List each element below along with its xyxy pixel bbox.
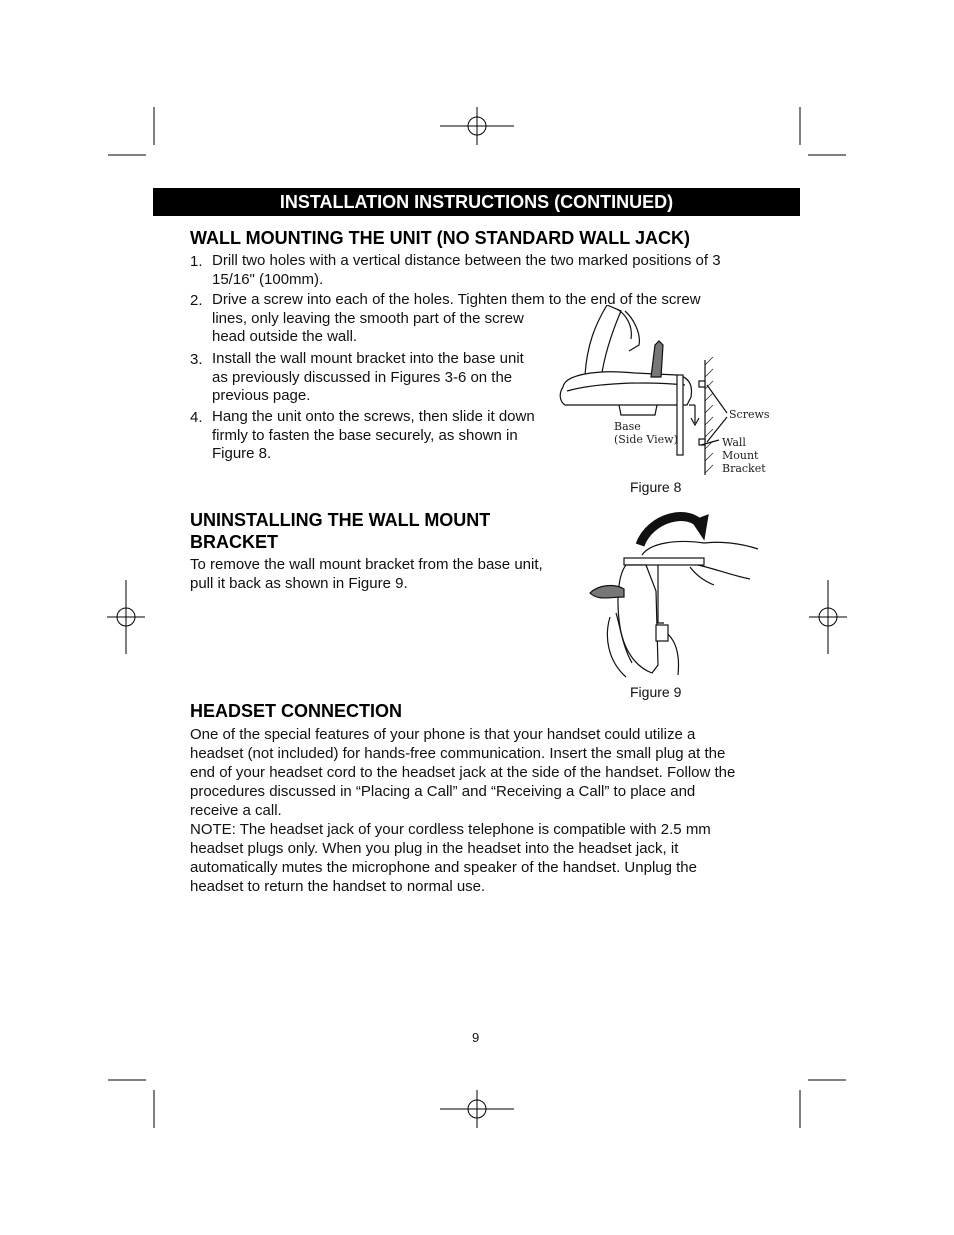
base-side-view-label bbox=[614, 420, 678, 446]
step-number: 2. bbox=[190, 292, 203, 309]
step-3 bbox=[212, 350, 557, 406]
heading-line: BRACKET bbox=[190, 532, 278, 552]
step-line: Install the wall mount bracket into the base unit bbox=[212, 350, 524, 367]
figure-8-caption: Figure 8 bbox=[630, 479, 682, 495]
page-number: 9 bbox=[472, 1030, 480, 1045]
step-number: 1. bbox=[190, 253, 203, 270]
screws-label: Screws bbox=[729, 408, 770, 421]
body-line: One of the special features of your phone is that your handset could utilize a bbox=[190, 726, 696, 743]
step-number: 3. bbox=[190, 351, 203, 368]
body-line: end of your headset cord to the headset jack at the side of the handset. Follow the bbox=[190, 764, 736, 781]
step-line: 15/16" (100mm). bbox=[212, 270, 324, 288]
body-line: headset to return the handset to normal use. bbox=[190, 878, 486, 895]
headset-paragraph-1 bbox=[190, 725, 770, 820]
step-line: as previously discussed in Figures 3-6 on the bbox=[212, 368, 513, 386]
body-line: procedures discussed in “Placing a Call” and “Receiving a Call” to place and bbox=[190, 783, 696, 800]
step-line: lines, only leaving the smooth part of the screw bbox=[212, 309, 524, 327]
label-line: Bracket bbox=[722, 462, 766, 475]
body-line: headset plugs only. When you plug in the headset into the headset jack, it bbox=[190, 840, 679, 857]
step-line: firmly to fasten the base securely, as shown in bbox=[212, 426, 518, 444]
figure-9-illustration bbox=[580, 505, 765, 683]
body-line: automatically mutes the microphone and speaker of the handset. Unplug the bbox=[190, 859, 697, 876]
figure-9-caption: Figure 9 bbox=[630, 684, 682, 700]
label-line: Base bbox=[614, 420, 641, 433]
uninstall-body bbox=[190, 555, 543, 593]
step-line: Hang the unit onto the screws, then slide it down bbox=[212, 408, 535, 425]
step-line: previous page. bbox=[212, 387, 311, 404]
body-line: To remove the wall mount bracket from the base unit, bbox=[190, 556, 543, 573]
headset-note bbox=[190, 820, 770, 896]
heading-line: UNINSTALLING THE WALL MOUNT bbox=[190, 510, 491, 530]
label-line: Mount bbox=[722, 449, 759, 462]
step-line: Drive a screw into each of the holes. Tighten them to the end of the screw bbox=[212, 291, 701, 308]
section-banner: INSTALLATION INSTRUCTIONS (CONTINUED) bbox=[153, 188, 800, 216]
wall-mount-bracket-label bbox=[722, 436, 766, 475]
body-line: headset (not included) for hands-free communication. Insert the small plug at the bbox=[190, 745, 726, 762]
uninstall-heading bbox=[190, 509, 490, 553]
step-number: 4. bbox=[190, 409, 203, 426]
step-1 bbox=[212, 252, 752, 289]
headset-heading: HEADSET CONNECTION bbox=[190, 701, 403, 721]
step-4 bbox=[212, 408, 557, 464]
wall-mount-heading: WALL MOUNTING THE UNIT (NO STANDARD WALL JACK) bbox=[190, 228, 690, 248]
body-line: pull it back as shown in Figure 9. bbox=[190, 575, 408, 592]
label-line: (Side View) bbox=[614, 433, 678, 446]
step-line: head outside the wall. bbox=[212, 328, 358, 345]
step-line: Drill two holes with a vertical distance between the two marked positions of 3 bbox=[212, 252, 721, 269]
label-line: Wall bbox=[722, 436, 746, 449]
step-line: Figure 8. bbox=[212, 445, 272, 462]
body-line: NOTE: The headset jack of your cordless telephone is compatible with 2.5 mm bbox=[190, 821, 711, 838]
body-line: receive a call. bbox=[190, 802, 282, 819]
